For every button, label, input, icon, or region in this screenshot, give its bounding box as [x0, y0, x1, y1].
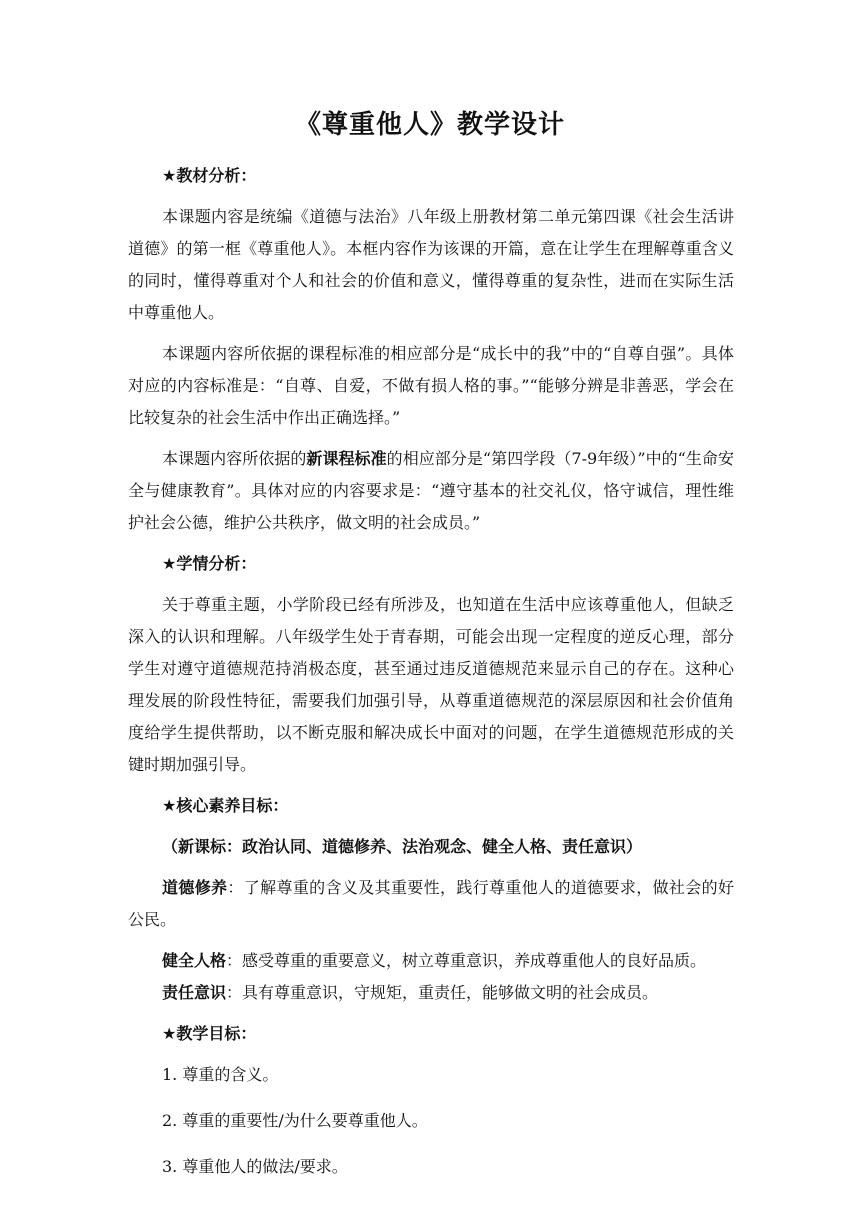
moral-cultivation-label: 道德修养: [162, 878, 228, 897]
moral-cultivation-paragraph: [128, 872, 734, 936]
responsibility-paragraph: [128, 977, 734, 1009]
moral-cultivation-text: ：了解尊重的含义及其重要性，践行尊重他人的道德要求，做社会的好公民。: [128, 878, 734, 929]
new-curriculum-standard-term: 新课程标准: [306, 449, 387, 468]
personality-text: ：感受尊重的重要意义，树立尊重意识，养成尊重他人的良好品质。: [226, 951, 707, 970]
section-heading-material: ★教材分析：: [162, 166, 257, 185]
material-p3-end: 的相应部分是“第四学段（7-9年级）”中的“生命安全与健康教育”。具体对应的内容要求是：“遵守基本的社交礼仪，恪守诚信，理性维护社会公德，维护公共秩序，做文明的社会成员。”: [128, 449, 734, 532]
literacy-subheading: （新课标：政治认同、道德修养、法治观念、健全人格、责任意识）: [162, 837, 643, 856]
section-heading-goals: ★教学目标：: [162, 1024, 257, 1043]
students-paragraph: 关于尊重主题，小学阶段已经有所涉及，也知道在生活中应该尊重他人，但缺乏深入的认识和理解。八年级学生处于青春期，可能会出现一定程度的逆反心理，部分学生对遵守道德规范持消极态度，甚至通过违反道德规范来显示自己的存在。这种心理发展的阶段性特征，需要我们加强引导，从尊重道德规范的深层原因和社会价值角度给学生提供帮助，以不断克服和解决成长中面对的问题，在学生道德规范形成的关键时期加强引导。: [128, 595, 734, 774]
material-paragraph-3: [128, 443, 734, 539]
section-heading-literacy: ★核心素养目标：: [162, 796, 289, 815]
goal-item: 2. 尊重的重要性/为什么要尊重他人。: [162, 1111, 428, 1130]
document-title: 《尊重他人》教学设计: [294, 110, 565, 140]
responsibility-text: ：具有尊重意识，守规矩，重责任，能够做文明的社会成员。: [226, 983, 659, 1002]
personality-paragraph: [128, 945, 734, 977]
personality-label: 健全人格: [162, 951, 227, 970]
goal-item: 1. 尊重的含义。: [162, 1065, 279, 1084]
material-paragraph-2: 本课题内容所依据的课程标准的相应部分是“成长中的我”中的“自尊自强”。具体对应的内容标准是：“自尊、自爱，不做有损人格的事。”“能够分辨是非善恶，学会在比较复杂的社会生活中作出正确选择。”: [128, 344, 734, 427]
material-p3-start: 本课题内容所依据的: [162, 449, 307, 468]
document-body: [128, 160, 734, 1197]
responsibility-label: 责任意识: [162, 983, 227, 1002]
section-heading-students: ★学情分析：: [162, 554, 257, 573]
goal-item: 3. 尊重他人的做法/要求。: [162, 1157, 348, 1176]
material-paragraph-1: 本课题内容是统编《道德与法治》八年级上册教材第二单元第四课《社会生活讲道德》的第一框《尊重他人》。本框内容作为该课的开篇，意在让学生在理解尊重含义的同时，懂得尊重对个人和社会的价值和意义，懂得尊重的复杂性，进而在实际生活中尊重他人。: [128, 207, 734, 322]
